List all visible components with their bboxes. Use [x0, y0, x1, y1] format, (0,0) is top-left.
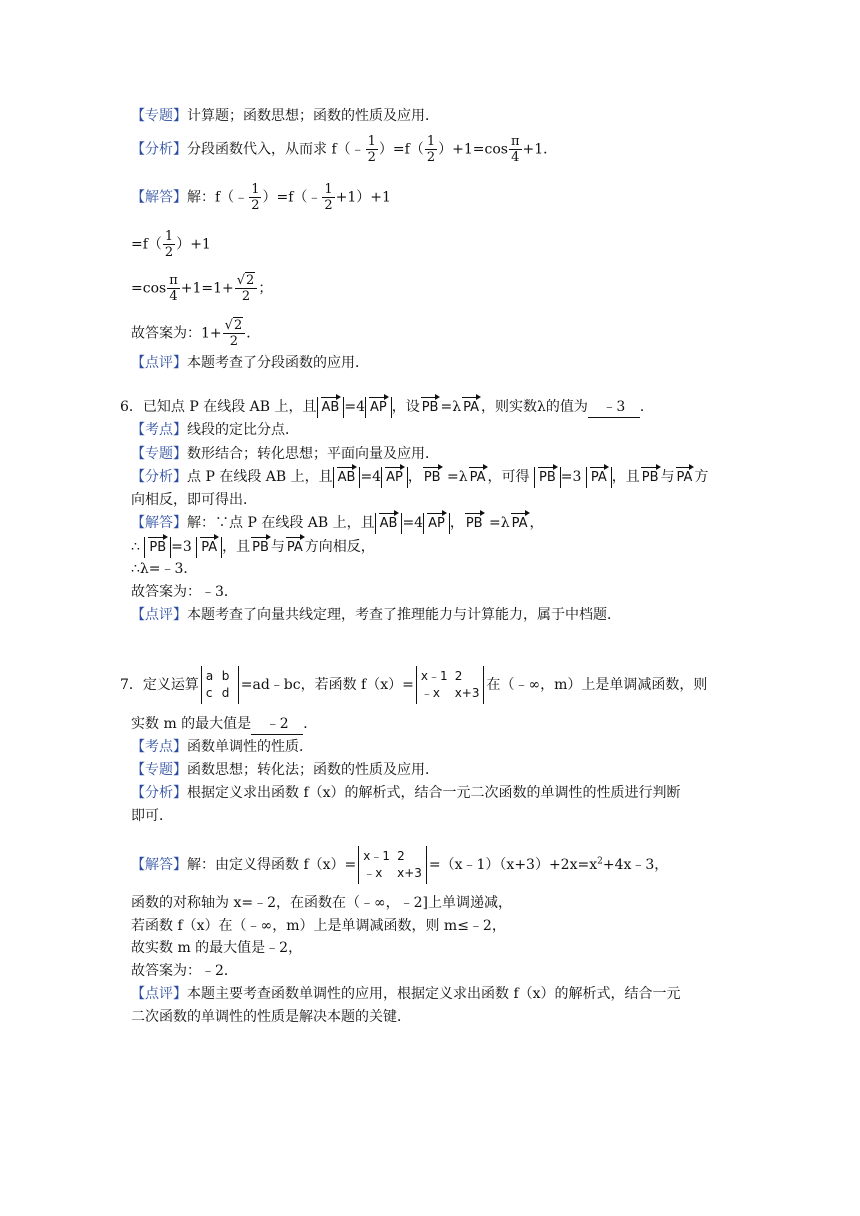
answer-blank: ﹣2: [251, 714, 303, 735]
determinant-fx: x﹣1 2 ﹣x x+3: [416, 666, 485, 704]
vector-pa: PA: [675, 468, 695, 488]
q7-fenxi-line1: [131, 783, 681, 803]
s5-jieda-line3: [131, 273, 272, 304]
text: 线段的定比分点．: [187, 422, 299, 438]
text: +1=1+: [180, 280, 234, 297]
text: =4: [402, 515, 424, 531]
text: 函数思想；转化法；函数的性质及应用．: [187, 762, 439, 778]
s5-zhuanti: [131, 106, 439, 126]
label-fenxi: 【分析】: [131, 141, 187, 158]
text: 若函数 f（x）在（﹣∞，m）上是单调减函数，则 m≤﹣2，: [131, 918, 506, 934]
text: +1．: [522, 141, 558, 158]
text: 6．已知点 P 在线段 AB 上，且: [120, 399, 317, 415]
q6-fenxi-line1: [131, 467, 708, 488]
q7-stem-line2: [131, 714, 317, 735]
text: 点 P 在线段 AB 上，且: [187, 469, 333, 485]
text: ；: [258, 280, 273, 297]
s5-jieda-line1: [131, 182, 391, 213]
label-fenxi: 【分析】: [131, 469, 187, 485]
fraction-half: $\frac{1}{2}$: [251, 182, 260, 213]
text: 故答案为：1+: [131, 325, 222, 342]
label-jieda: 【解答】: [131, 189, 187, 206]
text: ．: [246, 325, 261, 342]
text: 故答案为：﹣2．: [131, 963, 238, 979]
q6-answer: [131, 582, 238, 602]
text: 解：由定义得函数 f（x）=: [187, 857, 357, 873]
text: +4x﹣3，: [602, 857, 669, 873]
text: ，且: [611, 469, 640, 485]
vector-pb: PB: [420, 398, 441, 418]
text: 本题主要考查函数单调性的应用，根据定义求出函数 f（x）的解析式，结合一元: [187, 986, 681, 1002]
text: ，设: [391, 399, 420, 415]
label-dianping: 【点评】: [131, 607, 187, 623]
text: 在（﹣∞，m）上是单调减函数，则: [486, 677, 708, 693]
text: ，可得: [487, 469, 534, 485]
text: ，: [449, 515, 464, 531]
q6-jieda-line2: [131, 537, 375, 558]
text: 方向相反，: [304, 539, 375, 555]
text: ）=f（﹣: [262, 189, 322, 206]
abs-vector-pb: PB: [534, 467, 561, 488]
text: 即可．: [131, 808, 173, 824]
abs-vector-pb: PB: [144, 537, 171, 558]
text: =ad﹣bc，若函数 f（x）=: [240, 677, 414, 693]
abs-vector-ap: AP: [423, 513, 450, 534]
vector-pa: PA: [468, 468, 488, 488]
text: =3: [171, 539, 197, 555]
text: =λ: [484, 515, 510, 531]
vector-pa: PA: [461, 398, 481, 418]
fraction-sqrt2-over-2: $\frac{√2}{2}$: [223, 318, 246, 349]
text: ，: [407, 469, 422, 485]
text: =（x﹣1）（x+3）+2x=x: [428, 857, 598, 873]
text: ）=f（: [378, 141, 424, 158]
q6-kaodian: [131, 420, 299, 440]
text: 与: [660, 469, 675, 485]
determinant-abcd: a b c d: [201, 666, 239, 704]
vector-pb: PB: [464, 514, 485, 534]
text: =4: [344, 399, 365, 415]
determinant-fx: x﹣1 2 ﹣x x+3: [358, 846, 427, 884]
label-jieda: 【解答】: [131, 515, 187, 531]
label-kaodian: 【考点】: [131, 739, 187, 755]
s5-fenxi: [131, 134, 557, 165]
text: =λ: [442, 469, 468, 485]
answer-blank: ﹣3: [588, 397, 640, 418]
fraction-half: $\frac{1}{2}$: [426, 134, 436, 165]
text: 实数 m 的最大值是: [131, 716, 252, 732]
label-jieda: 【解答】: [131, 857, 187, 873]
text: ．: [639, 399, 654, 415]
text: 故答案为：﹣3．: [131, 584, 238, 600]
fraction-sqrt2-over-2: $\frac{√2}{2}$: [235, 273, 258, 304]
label-fenxi: 【分析】: [131, 785, 187, 801]
text: +1）+1: [335, 189, 391, 206]
abs-vector-pa: PA: [196, 537, 222, 558]
abs-vector-ap: AP: [381, 467, 408, 488]
fraction-half: $\frac{1}{2}$: [324, 182, 333, 213]
q7-fenxi-line2: [131, 806, 173, 826]
s5-dianping: [131, 353, 369, 373]
text: =cos: [131, 280, 167, 297]
q7-kaodian: [131, 737, 313, 757]
text: 7．定义运算: [120, 677, 199, 693]
q7-jieda-line4: [131, 938, 302, 958]
q6-dianping: [131, 605, 621, 625]
text: ）+1: [176, 236, 211, 253]
label-zhuanti: 【专题】: [131, 446, 187, 462]
text: 函数单调性的性质．: [187, 739, 313, 755]
q7-jieda-line3: [131, 916, 506, 936]
q7-dianping-line2: [131, 1007, 411, 1027]
vector-pa: PA: [285, 538, 305, 558]
q7-dianping-line1: [131, 984, 681, 1004]
superscript: 2: [597, 856, 603, 867]
text: ，: [529, 515, 544, 531]
q6-jieda-line3: [131, 559, 197, 579]
text: 分段函数代入，从而求 f（﹣: [187, 141, 365, 158]
text: 二次函数的单调性的性质是解决本题的关键．: [131, 1009, 411, 1025]
q6-fenxi-line2: [131, 490, 257, 510]
sqrt-symbol: √2: [236, 273, 255, 288]
abs-vector-ap: AP: [365, 397, 392, 418]
text: =3: [560, 469, 586, 485]
text: 解：f（﹣: [187, 189, 249, 206]
s5-jieda-line2: [131, 229, 211, 260]
label-kaodian: 【考点】: [131, 422, 187, 438]
fraction-pi-over-4: $\frac{\pi}{4}$: [510, 134, 520, 165]
fraction-pi-over-4: $\frac{\pi}{4}$: [169, 273, 178, 304]
text: ，且: [222, 539, 251, 555]
fraction-half: $\frac{1}{2}$: [164, 229, 174, 260]
q7-answer: [131, 961, 238, 981]
text: 与: [270, 539, 285, 555]
abs-vector-ab: AB: [317, 397, 345, 418]
q7-stem-line1: [120, 666, 707, 704]
q6-zhuanti: [131, 444, 439, 464]
text: =4: [360, 469, 382, 485]
q7-jieda-line1: [131, 846, 668, 884]
sqrt-symbol: √2: [224, 318, 243, 333]
label-zhuanti: 【专题】: [131, 762, 187, 778]
text: 向相反，即可得出．: [131, 492, 257, 508]
q6-jieda-line1: [131, 513, 544, 534]
text: 根据定义求出函数 f（x）的解析式，结合一元二次函数的单调性的性质进行判断: [187, 785, 681, 801]
text: =λ: [440, 399, 462, 415]
text: ，则实数λ的值为: [481, 399, 588, 415]
fraction-half: $\frac{1}{2}$: [367, 134, 376, 165]
text: 本题考查了向量共线定理，考查了推理能力与计算能力，属于中档题．: [187, 607, 621, 623]
abs-vector-pa: PA: [586, 467, 612, 488]
text: 本题考查了分段函数的应用．: [187, 355, 369, 371]
q7-jieda-line2: [131, 893, 512, 913]
vector-pb: PB: [422, 468, 443, 488]
text: ）+1=cos: [438, 141, 508, 158]
text: 计算题；函数思想；函数的性质及应用．: [187, 108, 439, 124]
label-dianping: 【点评】: [131, 355, 187, 371]
text: ∴: [131, 539, 145, 555]
s5-answer: [131, 318, 260, 349]
text: =f（: [131, 236, 162, 253]
text: 函数的对称轴为 x=﹣2，在函数在（﹣∞，﹣2]上单调递减，: [131, 895, 513, 911]
vector-pb: PB: [640, 468, 661, 488]
text: 数形结合；转化思想；平面向量及应用．: [187, 446, 439, 462]
text: ．: [303, 716, 318, 732]
label-dianping: 【点评】: [131, 986, 187, 1002]
text: ∴λ=﹣3．: [131, 561, 198, 577]
text: 故实数 m 的最大值是﹣2，: [131, 940, 303, 956]
abs-vector-ab: AB: [375, 513, 403, 534]
label-zhuanti: 【专题】: [131, 108, 187, 124]
vector-pb: PB: [250, 538, 271, 558]
text: 解：∵点 P 在线段 AB 上，且: [187, 515, 375, 531]
abs-vector-ab: AB: [333, 467, 361, 488]
text: 方: [694, 469, 709, 485]
vector-pa: PA: [510, 514, 530, 534]
q6-stem: [120, 397, 654, 418]
q7-zhuanti: [131, 760, 439, 780]
